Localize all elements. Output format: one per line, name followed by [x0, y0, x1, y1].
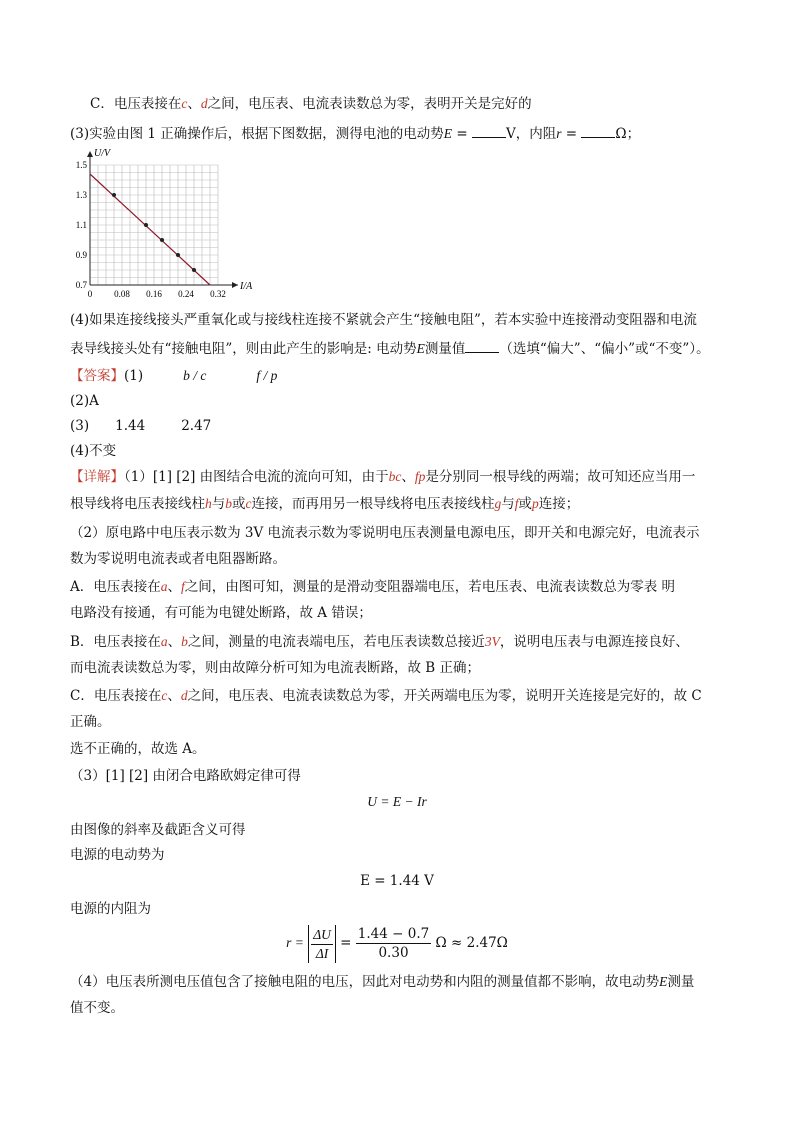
var-p: p [532, 496, 539, 511]
option-c-label: C．电压表接在 [90, 96, 182, 112]
fit-line [90, 174, 210, 285]
x-axis-label: I/A [240, 281, 253, 292]
var-bc: bc [388, 469, 402, 484]
detail-label: 【详解】 [70, 469, 124, 485]
question-3 [70, 123, 640, 144]
var-c: c [161, 688, 168, 703]
u-i-chart [68, 147, 268, 297]
t5: 与 [501, 496, 515, 512]
t2: 与 [211, 496, 226, 512]
separator: 、 [167, 579, 181, 595]
chart-axes [87, 151, 238, 288]
var-c: c [245, 496, 252, 511]
detail-pb-line1 [70, 632, 689, 652]
x-tick-label: 0.32 [210, 289, 226, 297]
y-tick-label: 1.5 [75, 160, 87, 170]
equals: = [561, 126, 582, 142]
detail-pa-line2: 电路没有接通，有可能为电键处断路，故 A 错误； [70, 605, 372, 621]
detail-p3-line4: 电源的内阻为 [70, 901, 151, 917]
t4: 连接，而再用另一根导线将电压表接线柱 [251, 496, 495, 512]
detail-p1-text-b: 是分别同一根导线的两端；故可知还应当用一 [425, 469, 696, 485]
answer-4: (4)不变 [70, 443, 117, 459]
var-d: d [200, 96, 208, 111]
delta-u: ΔU [311, 926, 333, 945]
abs-bars [308, 925, 336, 963]
detail-p1-text-a: （1）[1] [2] 由图结合电流的流向可知，由于 [124, 469, 389, 485]
t1: 根导线将电压表接线柱 [70, 496, 205, 512]
detail-pa-line1 [70, 577, 675, 597]
pb-text-c: ，说明电压表与电源连接良好、 [499, 634, 689, 650]
y-tick-label: 0.7 [75, 280, 87, 290]
detail-pc-line2: 正确。 [70, 714, 111, 730]
symbol-E: E [659, 974, 668, 989]
var-fp: fp [414, 469, 426, 484]
equals: = [452, 126, 472, 142]
data-point [160, 238, 164, 242]
detail-p4-line1 [70, 972, 694, 992]
data-point [192, 268, 196, 272]
question-4-line1: (4)如果连接线接头严重氧化或与接线柱连接不紧就会产生“接触电阻”，若本实验中连接滑动变阻器和电流 [70, 312, 697, 328]
answer-1-value-1: b / c [183, 368, 207, 383]
q3-unit-ohm: Ω； [615, 126, 641, 142]
value-3v: 3V [484, 634, 500, 649]
var-f: f [514, 496, 519, 511]
effect-blank[interactable] [465, 338, 499, 353]
x-tick-label: 0 [87, 289, 93, 297]
x-axis-arrow [232, 282, 238, 288]
symbol-E: E [443, 126, 453, 141]
pa-text-a: A．电压表接在 [70, 579, 161, 595]
emf-blank[interactable] [472, 123, 506, 138]
var-g: g [494, 496, 502, 511]
q3-prefix: (3)实验由图 1 正确操作后，根据下图数据，测得电池的电动势 [70, 126, 444, 142]
separator: 、 [167, 688, 181, 704]
t3: 或 [232, 496, 246, 512]
answer-3-value-1: 1.44 [115, 418, 146, 434]
answer-label: 【答案】 [70, 368, 124, 384]
q4-text-a: 表导线接头处有“接触电阻”，则由此产生的影响是: 电动势 [70, 341, 417, 357]
y-tick-label: 1.1 [75, 220, 87, 230]
pa-text-b: 之间，由图可知，测量的是滑动变阻器端电压，若电压表、电流表读数总为零表 明 [184, 579, 676, 595]
q4-text-b: 测量值 [424, 341, 466, 357]
answer-1-prefix: (1) [124, 368, 144, 384]
fraction-denominator: 0.30 [378, 945, 409, 961]
delta-i: ΔI [315, 945, 329, 961]
x-tick-label: 0.16 [146, 289, 162, 297]
pb-text-a: B．电压表接在 [70, 634, 161, 650]
y-axis-label: U/V [94, 148, 111, 159]
equation-resistance [0, 924, 794, 963]
var-a: a [160, 579, 168, 594]
detail-p1-line2 [70, 494, 579, 514]
data-point [144, 223, 148, 227]
separator: 、 [401, 469, 415, 485]
equation-emf: E = 1.44 V [360, 873, 434, 889]
resistance-blank[interactable] [581, 123, 615, 138]
symbol-E: E [416, 341, 425, 356]
chart-grid [90, 165, 218, 285]
var-b: b [181, 634, 188, 649]
equation-ohm: U = E − Ir [367, 794, 427, 809]
pc-text-a: C．电压表接在 [70, 688, 162, 704]
value-fraction [356, 925, 431, 962]
answer-3-prefix: (3) [70, 418, 90, 434]
detail-pc-line1 [70, 686, 702, 706]
t7: 连接； [538, 496, 580, 512]
var-b: b [225, 496, 232, 511]
data-point [112, 193, 116, 197]
var-d: d [180, 688, 188, 703]
detail-pb-line2: 而电流表读数总为零，则由故障分析可知为电流表断路，故 B 正确； [70, 660, 481, 676]
pb-text-b: 之间，测量的电流表端电压，若电压表读数总接近 [187, 634, 485, 650]
detail-conclusion: 选不正确的，故选 A。 [70, 741, 206, 757]
separator: 、 [187, 96, 201, 112]
detail-p3-line1: （3）[1] [2] 由闭合电路欧姆定律可得 [70, 768, 301, 784]
answer-line-1 [70, 366, 277, 386]
q3-unit-v: V，内阻 [505, 126, 557, 142]
eq-r: r = [286, 935, 304, 950]
detail-p2-line2: 数为零说明电流表或者电阻器断路。 [70, 551, 286, 567]
x-tick-label: 0.08 [114, 289, 130, 297]
detail-p3-line2: 由图像的斜率及截距含义可得 [70, 822, 246, 838]
y-axis-arrow [87, 151, 93, 157]
y-tick-label: 0.9 [75, 250, 87, 260]
eq-result: Ω ≈ 2.47Ω [435, 935, 508, 951]
var-c: c [181, 96, 188, 111]
option-c-text: 之间，电压表、电流表读数总为零，表明开关是完好的 [207, 96, 532, 112]
separator: 、 [167, 634, 182, 650]
var-f: f [181, 579, 185, 594]
answer-3-value-2: 2.47 [181, 418, 212, 434]
slope-fraction [311, 926, 333, 963]
pc-text-b: 之间，电压表、电流表读数总为零，开关两端电压为零，说明开关连接是完好的，故 C [187, 688, 702, 704]
x-tick-label: 0.24 [178, 289, 194, 297]
q4-text-c: （选填“偏大”、“偏小”或“不变”）。 [499, 341, 710, 357]
symbol-r: r [556, 126, 562, 141]
answer-2: (2)A [70, 393, 99, 409]
detail-p3-line3: 电源的电动势为 [70, 847, 165, 863]
detail-p4-line2: 值不变。 [70, 1000, 124, 1016]
detail-p1-line1 [70, 467, 695, 487]
t6: 或 [518, 496, 533, 512]
p4-text-a: （4）电压表所测电压值包含了接触电阻的电压，因此对电动势和内阻的测量值都不影响，故电动势 [70, 974, 660, 990]
question-4-line2 [70, 338, 710, 359]
fraction-numerator: 1.44 − 0.7 [357, 926, 430, 942]
answer-line-3 [70, 416, 211, 436]
eq-equals: = [340, 935, 352, 951]
p4-text-b: 测量 [667, 974, 695, 990]
y-tick-label: 1.3 [75, 190, 87, 200]
var-a: a [160, 634, 168, 649]
answer-1-value-2: f / p [256, 368, 278, 383]
option-c-line [90, 94, 532, 114]
data-point [176, 253, 180, 257]
var-h: h [205, 496, 212, 511]
detail-p2-line1: （2）原电路中电压表示数为 3V 电流表示数为零说明电压表测量电源电压，即开关和电源完好，电流表示 [70, 525, 700, 541]
